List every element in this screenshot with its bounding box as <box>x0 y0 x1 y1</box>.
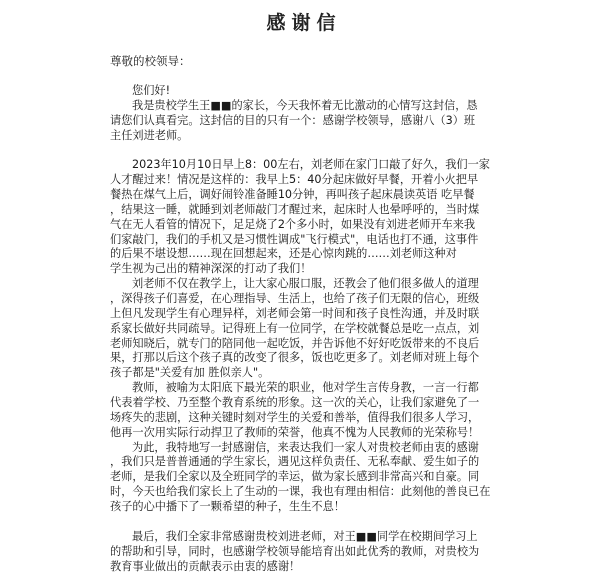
paragraph-line: 孩子都是"关爱有加 胜似亲人"。 <box>110 366 490 381</box>
paragraph-line: 他再一次用实际行动捍卫了教师的荣誉，他真不愧为人民教师的光荣称号！ <box>110 426 490 441</box>
paragraph-line: 人才醒过来！情况是这样的：我早上5：40分起床做好早餐，开着小火把早 <box>110 173 490 188</box>
paragraph-line: 请您们认真看完。这封信的目的只有一个：感谢学校领导，感谢八（3）班 <box>110 114 490 129</box>
paragraph-line: ，结果这一睡，就睡到刘老师敲门才醒过来，起床时人也晕呼呼的，当时煤 <box>110 203 490 218</box>
paragraph-line <box>110 99 490 114</box>
paragraph-line: 2023年10月10日早上8：00左右，刘老师在家门口敲了好久，我们一家 <box>110 158 490 173</box>
paragraph-line: 的后果不堪设想……现在回想起来，还是心惊肉跳的……刘老师这种对 <box>110 247 490 262</box>
paragraph-line: 上但凡发现学生有心理异样，刘老师会第一时间和孩子良性沟通，并及时联 <box>110 307 490 322</box>
paragraph-line: 餐热在煤气上后，调好闹铃准备睡10分钟，再叫孩子起床晨读英语 吃早餐 <box>110 188 490 203</box>
paragraph-line: 代表着学校、乃至整个教育系统的形象。这一次的关心，让我们家避免了一 <box>110 396 490 411</box>
paragraph-line: 刘老师不仅在教学上，让大家心服口服，还教会了他们很多做人的道理 <box>110 277 490 292</box>
paragraph-line: 教育事业做出的贡献表示由衷的感谢！ <box>110 560 490 574</box>
paragraph-line: 系家长做好共同疏导。记得班上有一位同学，在学校就餐总是吃一点点，刘 <box>110 322 490 337</box>
paragraph-line: 学生视为己出的精神深深的打动了我们！ <box>110 262 490 277</box>
paragraph-line: 的帮助和引导，同时，也感谢学校领导能培育出如此优秀的教师，对贵校为 <box>110 545 490 560</box>
line-text: 我是贵校学生王■■的家长，今天我怀着无比激动的心情写这封信，恳 <box>132 99 478 112</box>
paragraph-line: 老师知晓后，就专门的陪同他一起吃饭，并告诉他不好好吃饭带来的不良后 <box>110 337 490 352</box>
paragraph-line: ，深得孩子们喜爱，在心理指导、生活上，也给了孩子们无限的信心，班级 <box>110 292 490 307</box>
paragraph-line: 老师，是我们全家以及全班同学的幸运，做为家长感到非常高兴和自豪。同 <box>110 470 490 485</box>
paragraph-line: 时，今天也给我们家长上了生动的一课，我也有理由相信：此刻他的善良已在 <box>110 485 490 500</box>
paragraph-line: 场疼失的悲剧，这种关键时刻对学生的关爱和善举，值得我们很多人学习， <box>110 411 490 426</box>
greeting: 您们好! <box>110 84 490 99</box>
paragraph-line: 主任刘进老师。 <box>110 129 490 144</box>
paragraph-line: ，我们只是普普通通的学生家长，遇见这样负责任、无私奉献、爱生如子的 <box>110 455 490 470</box>
paragraph-line: 果，打那以后这个孩子真的改变了很多，饭也吃更多了。刘老师对班上每个 <box>110 351 490 366</box>
letter-title: 感谢信 <box>0 8 608 35</box>
paragraph-line: 为此，我特地写一封感谢信，来表达我们一家人对贵校老师由衷的感谢 <box>110 441 490 456</box>
paragraph-line: 们家敲门，我们的手机又是习惯性调成"飞行模式"，电话也打不通，这事件 <box>110 233 490 248</box>
paragraph-line: 孩子的心中播下了一颗希望的种子，生生不息！ <box>110 500 490 515</box>
paragraph-gap <box>110 515 490 530</box>
paragraph-line: 最后，我们全家非常感谢贵校刘进老师，对王■■同学在校期间学习上 <box>110 530 490 545</box>
paragraph-gap <box>110 143 490 158</box>
paragraph-line: 气在无人看管的情况下，足足烧了2个多小时，如果没有刘进老师开车来我 <box>110 218 490 233</box>
salutation: 尊敬的校领导： <box>110 54 191 69</box>
paragraph-line: 教师，被喻为太阳底下最光荣的职业，他对学生言传身教，一言一行都 <box>110 381 490 396</box>
